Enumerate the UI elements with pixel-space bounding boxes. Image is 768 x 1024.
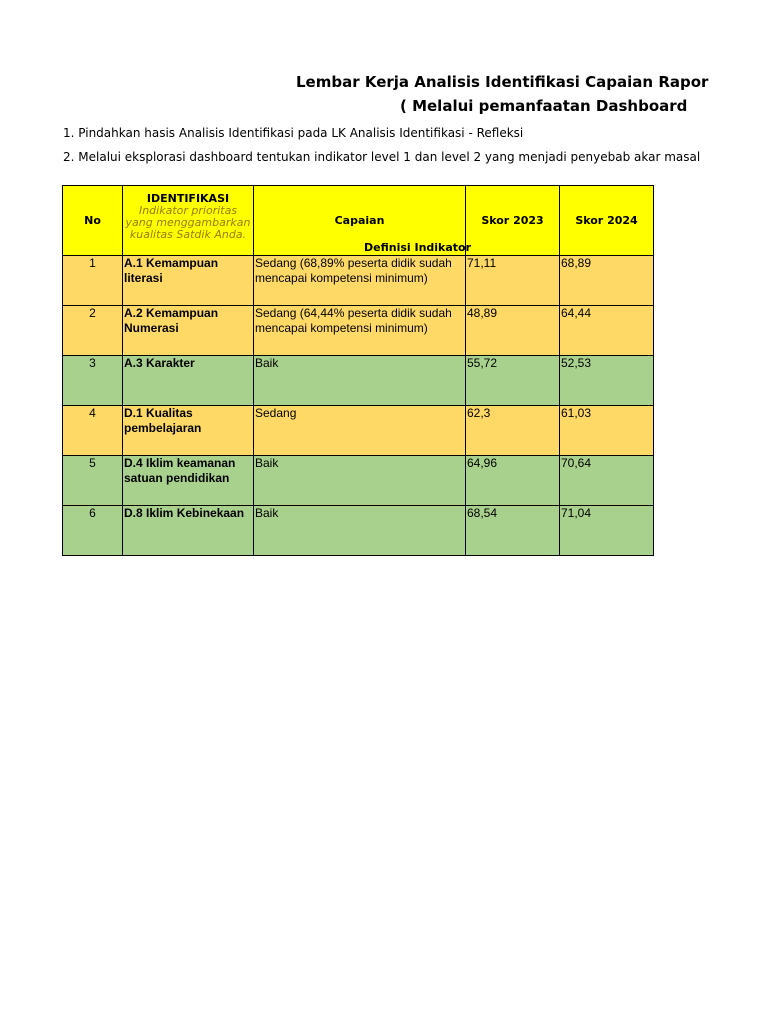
- header-skor-2023: Skor 2023: [466, 186, 560, 256]
- cell-indikator: D.1 Kualitas pembelajaran: [123, 406, 254, 456]
- cell-indikator: D.4 Iklim keamanan satuan pendidikan: [123, 456, 254, 506]
- cell-no: 6: [63, 506, 123, 556]
- cell-no: 5: [63, 456, 123, 506]
- instruction-2: 2. Melalui eksplorasi dashboard tentukan indikator level 1 dan level 2 yang menjadi penyebab akar masal: [63, 150, 701, 164]
- header-skor-2024: Skor 2024: [560, 186, 654, 256]
- cell-no: 2: [63, 306, 123, 356]
- cell-indikator: A.1 Kemampuan literasi: [123, 256, 254, 306]
- cell-skor-2023: 64,96: [466, 456, 560, 506]
- cell-no: 1: [63, 256, 123, 306]
- header-identifikasi-sub: Indikator prioritas yang menggambarkan kualitas Satdik Anda.: [125, 204, 251, 241]
- header-capaian: [254, 186, 472, 256]
- cell-skor-2023: 55,72: [466, 356, 560, 406]
- identification-table: [62, 185, 654, 556]
- table-row: [63, 256, 654, 306]
- header-identifikasi-label: IDENTIFIKASI: [146, 192, 230, 205]
- cell-indikator: A.3 Karakter: [123, 356, 254, 406]
- cell-skor-2024: 64,44: [560, 306, 654, 356]
- cell-skor-2024: 52,53: [560, 356, 654, 406]
- header-definisi-indikator: Definisi Indikator: [364, 241, 472, 254]
- cell-skor-2024: 71,04: [560, 506, 654, 556]
- cell-capaian: Sedang: [254, 406, 466, 456]
- cell-skor-2023: 68,54: [466, 506, 560, 556]
- cell-capaian: Sedang (64,44% peserta didik sudah mencapai kompetensi minimum): [254, 306, 466, 356]
- cell-skor-2024: 68,89: [560, 256, 654, 306]
- cell-no: 3: [63, 356, 123, 406]
- cell-skor-2023: 71,11: [466, 256, 560, 306]
- cell-indikator: A.2 Kemampuan Numerasi: [123, 306, 254, 356]
- table-header-row: [63, 186, 654, 256]
- cell-capaian: Baik: [254, 506, 466, 556]
- cell-indikator: D.8 Iklim Kebinekaan: [123, 506, 254, 556]
- table-row: [63, 456, 654, 506]
- cell-capaian: Sedang (68,89% peserta didik sudah mencapai kompetensi minimum): [254, 256, 466, 306]
- cell-skor-2024: 61,03: [560, 406, 654, 456]
- cell-capaian: Baik: [254, 356, 466, 406]
- header-capaian-label: Capaian: [334, 214, 385, 227]
- title-area: [0, 0, 709, 130]
- instruction-1: 1. Pindahkan hasis Analisis Identifikasi pada LK Analisis Identifikasi - Refleksi: [63, 126, 524, 140]
- cell-skor-2024: 70,64: [560, 456, 654, 506]
- cell-skor-2023: 48,89: [466, 306, 560, 356]
- header-no: No: [63, 186, 123, 256]
- header-identifikasi: [123, 186, 254, 256]
- table-row: [63, 506, 654, 556]
- table-row: [63, 356, 654, 406]
- page-title: Lembar Kerja Analisis Identifikasi Capaian Rapor: [296, 73, 709, 91]
- cell-no: 4: [63, 406, 123, 456]
- page-subtitle: ( Melalui pemanfaatan Dashboard: [400, 97, 688, 115]
- table-row: [63, 306, 654, 356]
- cell-skor-2023: 62,3: [466, 406, 560, 456]
- cell-capaian: Baik: [254, 456, 466, 506]
- table-row: [63, 406, 654, 456]
